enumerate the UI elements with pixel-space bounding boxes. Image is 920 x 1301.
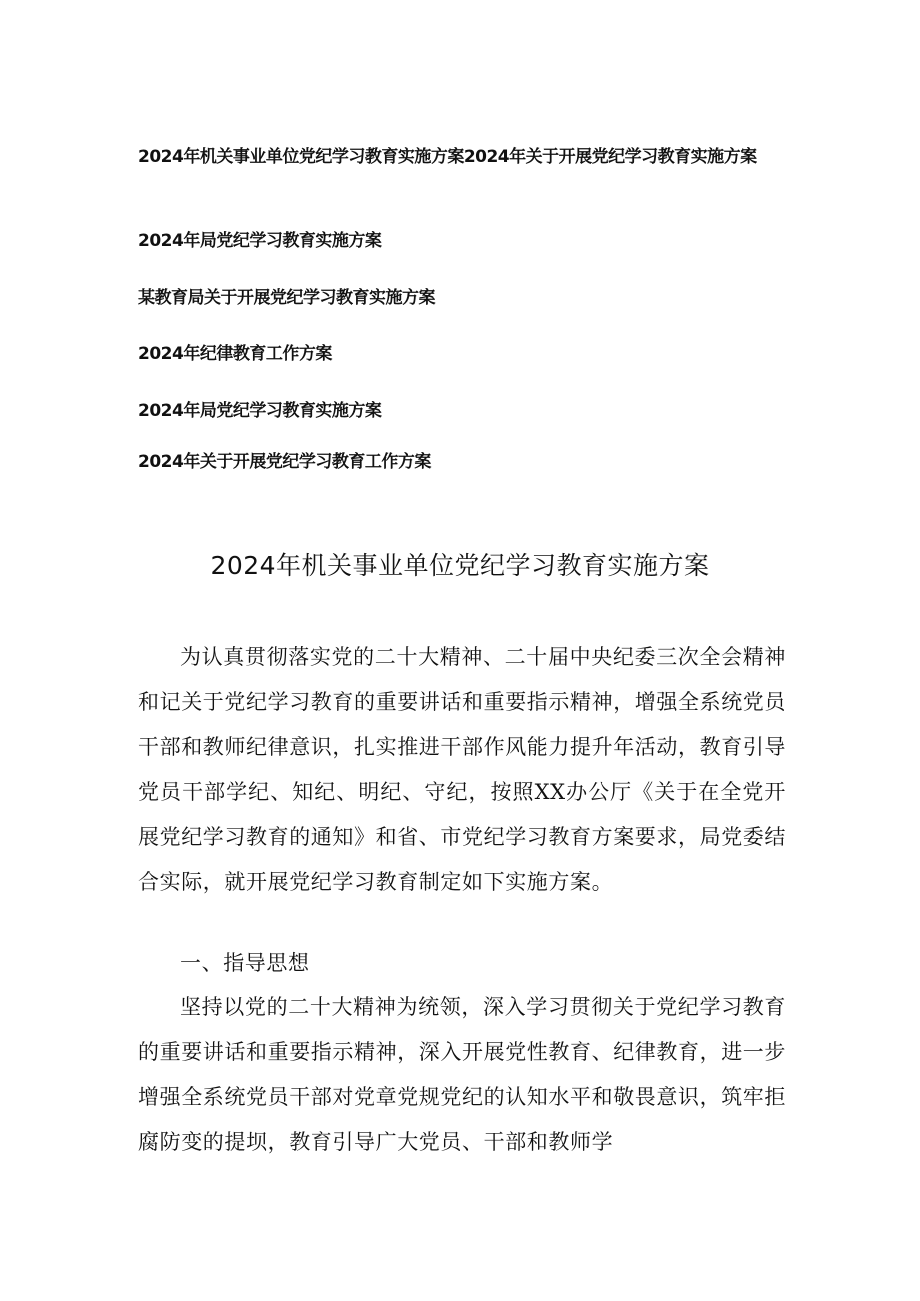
toc-item[interactable]: 2024年纪律教育工作方案 bbox=[138, 344, 332, 364]
section-paragraph: 坚持以党的二十大精神为统领，深入学习贯彻关于党纪学习教育的重要讲话和重要指示精神，深入开展党性教育、纪律教育，进一步增强全系统党员干部对党章党规党纪的认知水平和敬畏意识，筑牢拒腐防变的提坝，教育引导广大党员、干部和教师学 bbox=[138, 995, 786, 1154]
intro-paragraph: 为认真贯彻落实党的二十大精神、二十届中央纪委三次全会精神和记关于党纪学习教育的重要讲话和重要指示精神，增强全系统党员干部和教师纪律意识，扎实推进干部作风能力提升年活动，教育引导党员干部学纪、知纪、明纪、守纪，按照XX办公厅《关于在全党开展党纪学习教育的通知》和省、市党纪学习教育方案要求，局党委结合实际，就开展党纪学习教育制定如下实施方案。 bbox=[138, 645, 786, 894]
section-heading: 一、指导思想 bbox=[180, 951, 310, 975]
toc-item[interactable]: 2024年局党纪学习教育实施方案 bbox=[138, 401, 382, 421]
toc-item[interactable]: 2024年机关事业单位党纪学习教育实施方案2024年关于开展党纪学习教育实施方案 bbox=[138, 147, 757, 167]
toc-item[interactable]: 某教育局关于开展党纪学习教育实施方案 bbox=[138, 288, 435, 308]
toc-item[interactable]: 2024年局党纪学习教育实施方案 bbox=[138, 231, 382, 251]
document-title: 2024年机关事业单位党纪学习教育实施方案 bbox=[210, 551, 710, 580]
toc-item[interactable]: 2024年关于开展党纪学习教育工作方案 bbox=[138, 452, 431, 472]
